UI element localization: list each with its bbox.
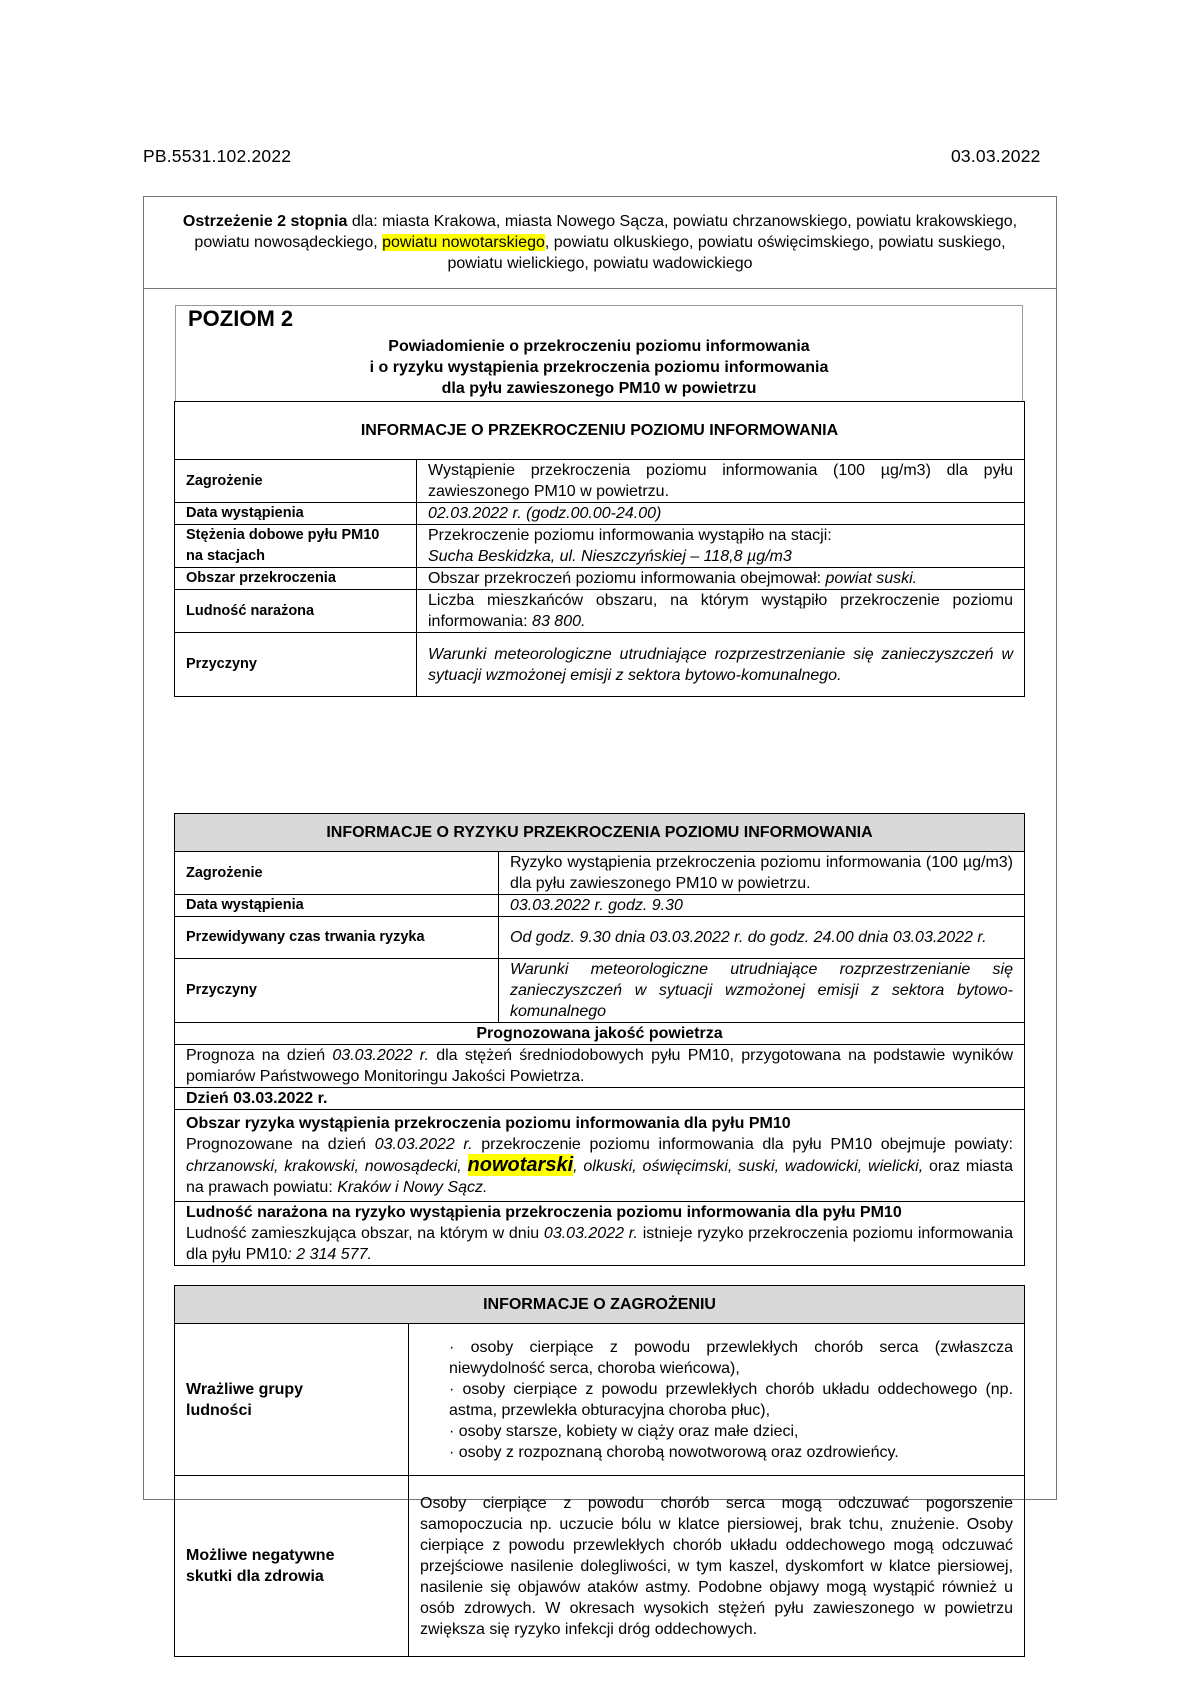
risk-area-date: 03.03.2022 r. <box>374 1136 473 1153</box>
risk-date-value: 03.03.2022 r. godz. 9.30 <box>499 895 1025 917</box>
forecast-date: 03.03.2022 r. <box>332 1047 429 1064</box>
area-value <box>417 568 1025 590</box>
forecast-text <box>175 1045 1025 1088</box>
sensitive-groups-label <box>175 1324 409 1476</box>
warning-lead: Ostrzeżenie 2 stopnia <box>182 213 348 230</box>
population-value <box>417 590 1025 633</box>
occurrence-date-label: Data wystąpienia <box>175 503 417 525</box>
sensitive-group-item: · osoby z rozpoznaną chorobą nowotworową oraz ozdrowieńcy. <box>449 1443 899 1461</box>
population-value-text: Liczba mieszkańców obszaru, na którym wystąpiło przekroczenie poziomu informowania: <box>428 592 1014 630</box>
risk-population-number: : 2 314 577. <box>287 1246 372 1263</box>
risk-date-label: Data wystąpienia <box>175 895 499 917</box>
level-subtitle <box>176 336 1022 399</box>
concentration-value-line-1: Przekroczenie poziomu informowania wystąpiło na stacji: <box>428 527 832 544</box>
risk-population-heading: Ludność narażona na ryzyko wystąpienia przekroczenia poziomu informowania dla pyłu PM10 <box>186 1204 902 1221</box>
population-label: Ludność narażona <box>175 590 417 633</box>
area-label: Obszar przekroczenia <box>175 568 417 590</box>
risk-table <box>174 813 1025 1266</box>
risk-area-cities: Kraków i Nowy Sącz. <box>337 1179 488 1196</box>
health-effects-label <box>175 1476 409 1657</box>
risk-population-cell <box>175 1202 1025 1266</box>
concentration-value <box>417 525 1025 568</box>
concentration-station: Sucha Beskidzka, ul. Nieszczyńskiej – 118,8 µg/m3 <box>428 548 792 565</box>
sensitive-groups-label-2: ludności <box>186 1401 252 1419</box>
health-table <box>174 1285 1025 1657</box>
health-heading: INFORMACJE O ZAGROŻENIU <box>175 1286 1025 1324</box>
sensitive-group-item: · osoby cierpiące z powodu przewlekłych chorób serca (zwłaszcza niewydolność serca, choroba wieńcowa), <box>449 1338 1014 1377</box>
health-effects-label-1: Możliwe negatywne <box>186 1547 335 1564</box>
warning-tail: , powiatu olkuskiego, powiatu oświęcimskiego, powiatu suskiego, powiatu wielickiego, powiatu wadowickiego <box>447 234 1006 272</box>
risk-area-highlight: nowotarski <box>467 1154 574 1176</box>
risk-area-counties-a: chrzanowski, krakowski, nowosądecki, <box>186 1158 468 1175</box>
occurrence-date-value: 02.03.2022 r. (godz.00.00-24.00) <box>417 503 1025 525</box>
threat-value: Wystąpienie przekroczenia poziomu informowania (100 µg/m3) dla pyłu zawieszonego PM10 w powietrzu. <box>417 460 1025 503</box>
causes-label: Przyczyny <box>175 633 417 697</box>
threat-label: Zagrożenie <box>175 460 417 503</box>
forecast-text-b: dla stężeń średniodobowych pyłu PM10, przygotowana na podstawie wyników pomiarów Państwowego Monitoringu Jakości Powietrza. <box>186 1047 1014 1085</box>
risk-area-cell <box>175 1110 1025 1202</box>
forecast-text-a: Prognoza na dzień <box>186 1047 333 1064</box>
risk-duration-label: Przewidywany czas trwania ryzyka <box>175 917 499 959</box>
risk-heading: INFORMACJE O RYZYKU PRZEKROCZENIA POZIOMU INFORMOWANIA <box>175 814 1025 852</box>
risk-area-text-a: Prognozowane na dzień <box>186 1136 375 1153</box>
sensitive-group-item: · osoby cierpiące z powodu przewlekłych chorób układu oddechowego (np. astma, przewlekła obturacyjna choroba płuc), <box>449 1380 1014 1419</box>
level-title: POZIOM 2 <box>188 306 294 331</box>
risk-threat-value: Ryzyko wystąpienia przekroczenia poziomu informowania (100 µg/m3) dla pyłu zawieszonego PM10 w powietrzu. <box>499 852 1025 895</box>
risk-duration-value: Od godz. 9.30 dnia 03.03.2022 r. do godz. 24.00 dnia 03.03.2022 r. <box>499 917 1025 959</box>
health-effects-label-2: skutki dla zdrowia <box>186 1568 324 1585</box>
risk-area-counties-b: , olkuski, oświęcimski, suski, wadowicki, wielicki, <box>573 1158 924 1175</box>
risk-causes-value: Warunki meteorologiczne utrudniające rozprzestrzenianie się zanieczyszczeń w sytuacji wzmożonej emisji z sektora bytowo-komunalnego <box>499 959 1025 1023</box>
warning-lead-rest: dla: miasta Krakowa, miasta Nowego Sącza, powiatu chrzanowskiego, powiatu krakowskiego, powiatu nowosądeckiego, <box>194 213 1018 251</box>
risk-causes-label: Przyczyny <box>175 959 499 1023</box>
level-subtitle-line-3: dla pyłu zawieszonego PM10 w powietrzu <box>441 380 757 397</box>
forecast-day: Dzień 03.03.2022 r. <box>175 1088 1025 1110</box>
sensitive-group-item: · osoby starsze, kobiety w ciąży oraz małe dzieci, <box>449 1422 799 1440</box>
concentration-label <box>175 525 417 568</box>
alert-content <box>174 305 1024 1638</box>
health-effects-value: Osoby cierpiące z powodu chorób serca mogą odczuwać pogorszenie samopoczucia np. uczucie bólu w klatce piersiowej, brak tchu, znużenie. Osoby cierpiące z powodu przewlekłych chorób układu oddechowego mogą odczuwać przejściowe nasilenie dolegliwości, w tym kaszel, dyskomfort w klatce piersiowej, nasilenie się objawów ataków astmy. Podobne objawy mogą wystąpić również u osób zdrowych. W okresach wysokich stężeń pyłu zawieszonego w powietrzu zwiększa się ryzyko infekcji dróg oddechowych. <box>409 1476 1025 1657</box>
exceedance-heading: INFORMACJE O PRZEKROCZENIU POZIOMU INFORMOWANIA <box>175 402 1025 460</box>
alert-frame <box>143 196 1057 1638</box>
risk-threat-label: Zagrożenie <box>175 852 499 895</box>
concentration-label-line-1: Stężenia dobowe pyłu PM10 <box>186 527 380 543</box>
risk-population-text-b: istnieje ryzyko przekroczenia poziomu informowania dla pyłu PM10 <box>186 1225 1013 1263</box>
concentration-label-line-2: na stacjach <box>186 548 265 564</box>
area-value-county: powiat suski. <box>825 570 918 587</box>
risk-area-heading: Obszar ryzyka wystąpienia przekroczenia poziomu informowania dla pyłu PM10 <box>186 1115 791 1132</box>
causes-value: Warunki meteorologiczne utrudniające rozprzestrzenianie się zanieczyszczeń w sytuacji wzmożonej emisji z sektora bytowo-komunalnego. <box>417 633 1025 697</box>
forecast-heading: Prognozowana jakość powietrza <box>175 1023 1025 1045</box>
sensitive-groups-label-1: Wrażliwe grupy <box>186 1380 304 1398</box>
risk-area-text-b: przekroczenie poziomu informowania dla pyłu PM10 obejmuje powiaty: <box>472 1136 1013 1153</box>
area-value-text: Obszar przekroczeń poziomu informowania obejmował: <box>428 570 826 587</box>
sensitive-groups-list <box>409 1324 1025 1476</box>
level-subtitle-line-1: Powiadomienie o przekroczeniu poziomu informowania <box>388 338 810 355</box>
document-reference-number: PB.5531.102.2022 <box>143 146 292 166</box>
risk-area-text-c: oraz miasta na prawach powiatu: <box>186 1158 1014 1196</box>
exceedance-table <box>174 401 1025 697</box>
warning-box <box>144 197 1056 289</box>
level-subtitle-line-2: i o ryzyku wystąpienia przekroczenia poziomu informowania <box>369 359 829 376</box>
document-date: 03.03.2022 <box>951 146 1041 166</box>
risk-population-text-a: Ludność zamieszkująca obszar, na którym w dniu <box>186 1225 544 1242</box>
warning-highlight: powiatu nowotarskiego <box>382 234 545 251</box>
risk-population-date: 03.03.2022 r. <box>543 1225 638 1242</box>
population-value-number: 83 800. <box>532 613 586 630</box>
level-header <box>175 305 1023 401</box>
